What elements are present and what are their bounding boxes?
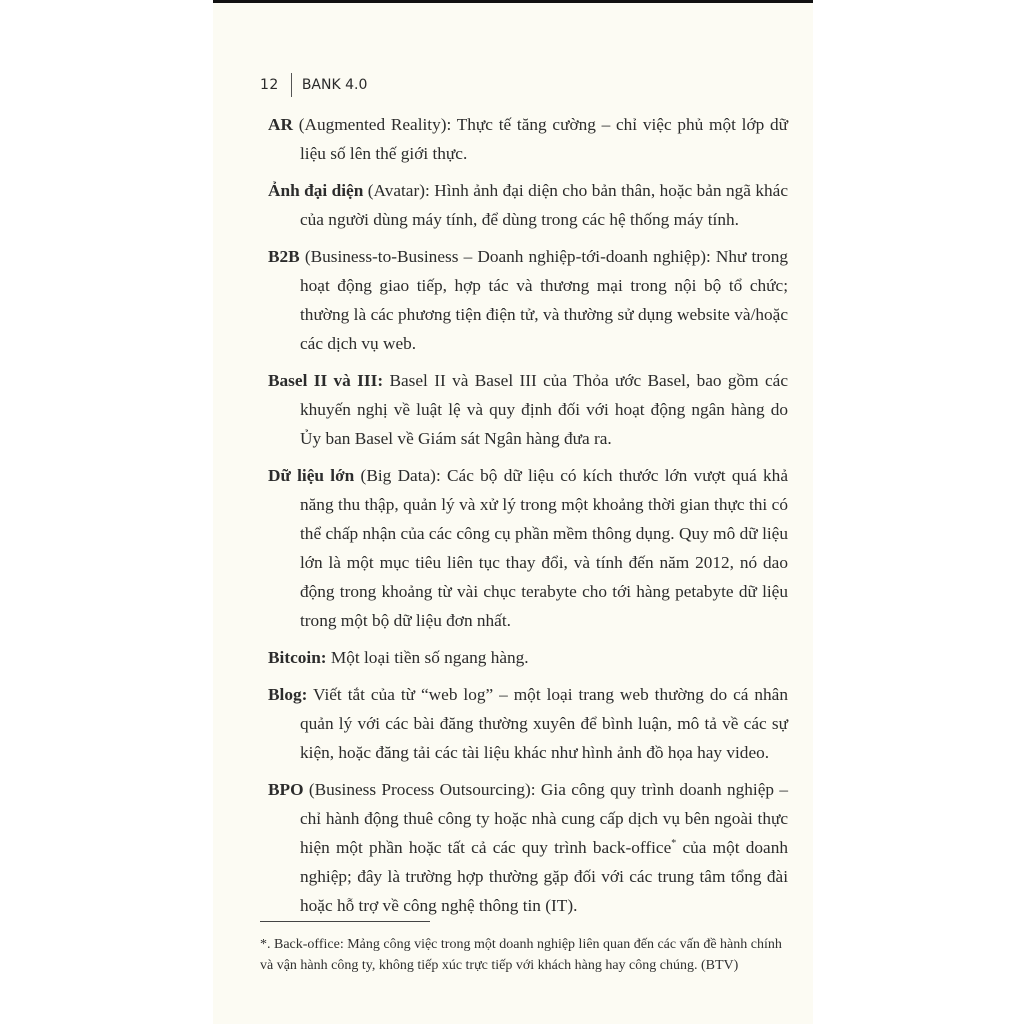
glossary-entry-big-data xyxy=(268,461,788,635)
glossary-definition: Một loại tiền số ngang hàng. xyxy=(326,648,529,667)
glossary-entry-basel xyxy=(268,366,788,453)
footnote-marker: * xyxy=(671,838,677,850)
glossary-body xyxy=(268,110,788,928)
page-top-edge xyxy=(213,0,813,3)
glossary-entry-ar xyxy=(268,110,788,168)
footnote: *. Back-office: Mảng công việc trong một doanh nghiệp liên quan đến các vấn đề hành chính và vận hành công ty, không tiếp xúc trực tiếp với khách hàng hay công chúng. (BTV) xyxy=(260,937,782,973)
glossary-term: Basel II và III: xyxy=(268,371,384,390)
glossary-term: Dữ liệu lớn xyxy=(268,466,355,485)
glossary-definition: Viết tắt của từ “web log” – một loại trang web thường do cá nhân quản lý với các bài đăng thường xuyên để bình luận, mô tả về các sự kiện, hoặc đăng tải các tài liệu khác như hình ảnh đồ họa hay video. xyxy=(300,685,788,762)
glossary-entry-avatar xyxy=(268,176,788,234)
glossary-definition: (Augmented Reality): Thực tế tăng cường – chỉ việc phủ một lớp dữ liệu số lên thế giới thực. xyxy=(292,115,788,163)
glossary-term: B2B xyxy=(268,247,300,266)
glossary-term: Bitcoin: xyxy=(268,648,327,667)
glossary-term: Blog: xyxy=(268,685,308,704)
running-title: BANK 4.0 xyxy=(301,77,368,93)
glossary-definition-tail: của một doanh nghiệp; đây là trường hợp thường gặp đối với các trung tâm tổng đài hoặc hỗ trợ về công nghệ thông tin (IT). xyxy=(300,838,789,915)
glossary-definition: (Business-to-Business – Doanh nghiệp-tới-doanh nghiệp): Như trong hoạt động giao tiếp, hợp tác và thương mại trong nội bộ tổ chức; thường là các phương tiện điện tử, và thường sử dụng website và/hoặc các dịch vụ web. xyxy=(299,247,788,353)
page-header xyxy=(260,73,367,97)
glossary-term: BPO xyxy=(268,780,304,799)
glossary-entry-bpo xyxy=(268,775,788,920)
glossary-entry-b2b xyxy=(268,242,788,358)
glossary-entry-blog xyxy=(268,680,788,767)
footnote-rule xyxy=(260,921,430,922)
glossary-definition: (Avatar): Hình ảnh đại diện cho bản thân, hoặc bản ngã khác của người dùng máy tính, để dùng trong các hệ thống máy tính. xyxy=(300,181,789,229)
book-page xyxy=(213,0,813,1024)
header-divider xyxy=(291,73,292,97)
glossary-term: Ảnh đại diện xyxy=(268,181,364,200)
glossary-entry-bitcoin xyxy=(268,643,788,672)
glossary-definition: (Business Process Outsourcing): Gia công quy trình doanh nghiệp – chỉ hành động thuê công ty hoặc nhà cung cấp dịch vụ bên ngoài thực hiện một phần hoặc tất cả các quy trình back-office xyxy=(300,780,788,857)
glossary-definition: (Big Data): Các bộ dữ liệu có kích thước lớn vượt quá khả năng thu thập, quản lý và xử lý trong một khoảng thời gian thực thi có thể chấp nhận của các công cụ phần mềm thông dụng. Quy mô dữ liệu lớn là một mục tiêu liên tục thay đổi, và tính đến năm 2012, nó dao động trong khoảng từ vài chục terabyte cho tới hàng petabyte dữ liệu trong một bộ dữ liệu đơn nhất. xyxy=(300,466,788,630)
glossary-definition: Basel II và Basel III của Thỏa ước Basel, bao gồm các khuyến nghị về luật lệ và quy định đối với hoạt động ngân hàng do Ủy ban Basel về Giám sát Ngân hàng đưa ra. xyxy=(300,371,788,448)
glossary-term: AR xyxy=(268,115,293,134)
page-number: 12 xyxy=(260,77,279,93)
